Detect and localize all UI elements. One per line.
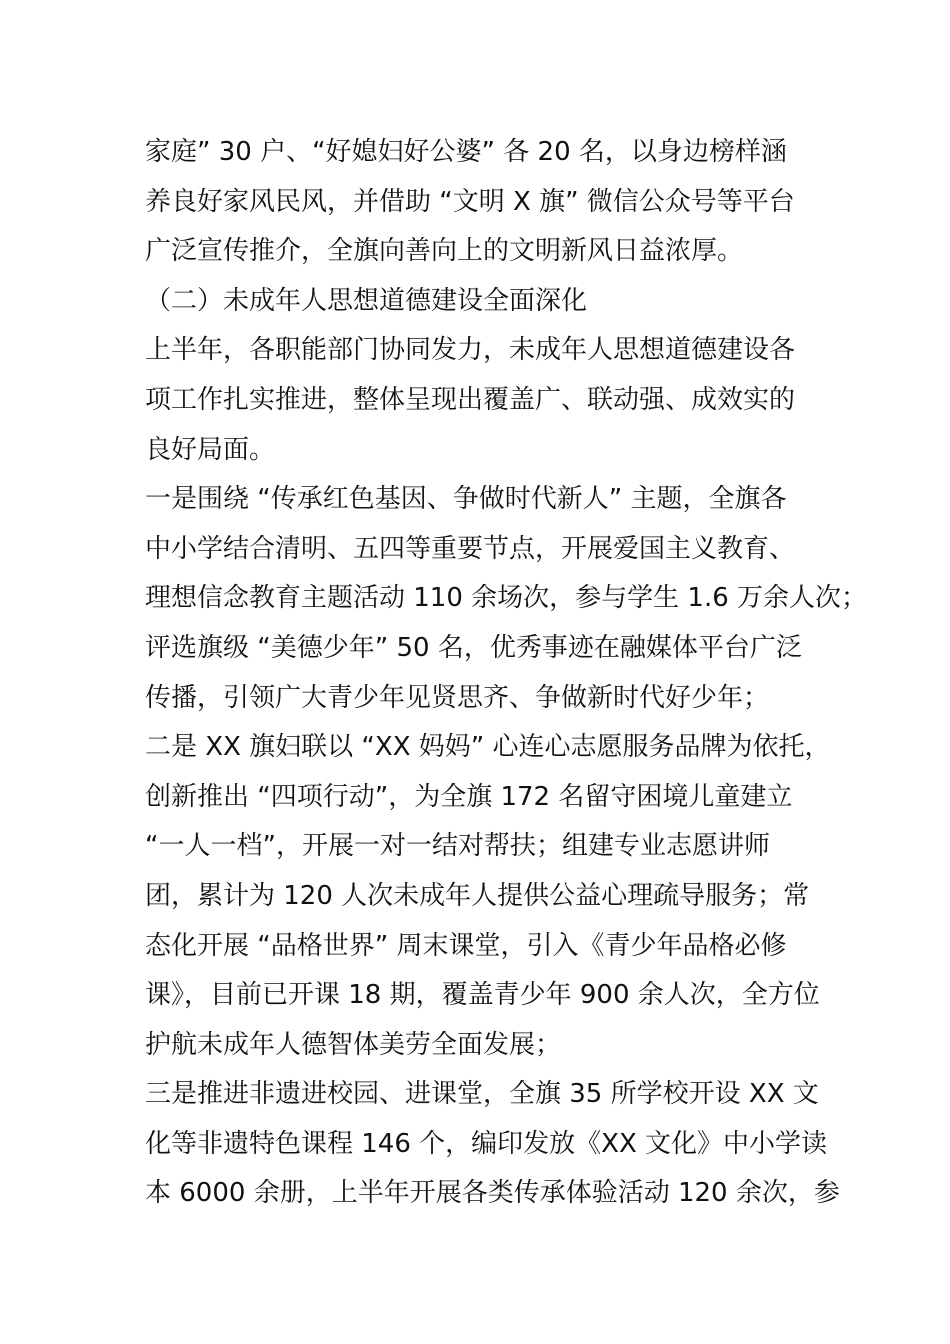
text-line: 护航未成年人德智体美劳全面发展； — [145, 1029, 562, 1060]
text-line: 三是推进非遗进校园、进课堂，全旗 35 所学校开设 XX 文 — [145, 1079, 819, 1110]
text-line: 养良好家风民风，并借助 “文明 X 旗” 微信公众号等平台 — [145, 186, 795, 217]
text-line: 化等非遗特色课程 146 个，编印发放《XX 文化》中小学读 — [145, 1128, 828, 1159]
text-line: 广泛宣传推介，全旗向善向上的文明新风日益浓厚。 — [145, 236, 744, 267]
text-line: 评选旗级 “美德少年” 50 名，优秀事迹在融媒体平台广泛 — [145, 632, 802, 663]
text-line: 传播，引领广大青少年见贤思齐、争做新时代好少年； — [145, 682, 770, 713]
text-line: 课》，目前已开课 18 期，覆盖青少年 900 余人次，全方位 — [145, 980, 820, 1011]
text-line: 态化开展 “品格世界” 周末课堂，引入《青少年品格必修 — [145, 930, 787, 961]
text-line: 理想信念教育主题活动 110 余场次，参与学生 1.6 万余人次； — [145, 583, 868, 614]
text-line: 创新推出 “四项行动”，为全旗 172 名留守困境儿童建立 — [145, 781, 793, 812]
body-text — [145, 128, 868, 1219]
text-line: 上半年，各职能部门协同发力，未成年人思想道德建设各 — [145, 335, 796, 366]
text-line: 一是围绕 “传承红色基因、争做时代新人” 主题，全旗各 — [145, 484, 787, 515]
text-line: 良好局面。 — [145, 434, 276, 465]
text-line: “一人一档”，开展一对一结对帮扶；组建专业志愿讲师 — [145, 831, 770, 862]
text-line: 二是 XX 旗妇联以 “XX 妈妈” 心连心志愿服务品牌为依托， — [145, 732, 831, 763]
section-heading: （二）未成年人思想道德建设全面深化 — [145, 285, 588, 316]
text-line: 家庭” 30 户、“好媳妇好公婆” 各 20 名，以身边榜样涵 — [145, 137, 787, 167]
text-line: 项工作扎实推进，整体呈现出覆盖广、联动强、成效实的 — [145, 384, 796, 415]
text-line: 本 6000 余册，上半年开展各类传承体验活动 120 余次，参 — [145, 1178, 840, 1209]
text-line: 中小学结合清明、五四等重要节点，开展爱国主义教育、 — [145, 533, 796, 564]
text-line: 团，累计为 120 人次未成年人提供公益心理疏导服务；常 — [145, 880, 810, 911]
